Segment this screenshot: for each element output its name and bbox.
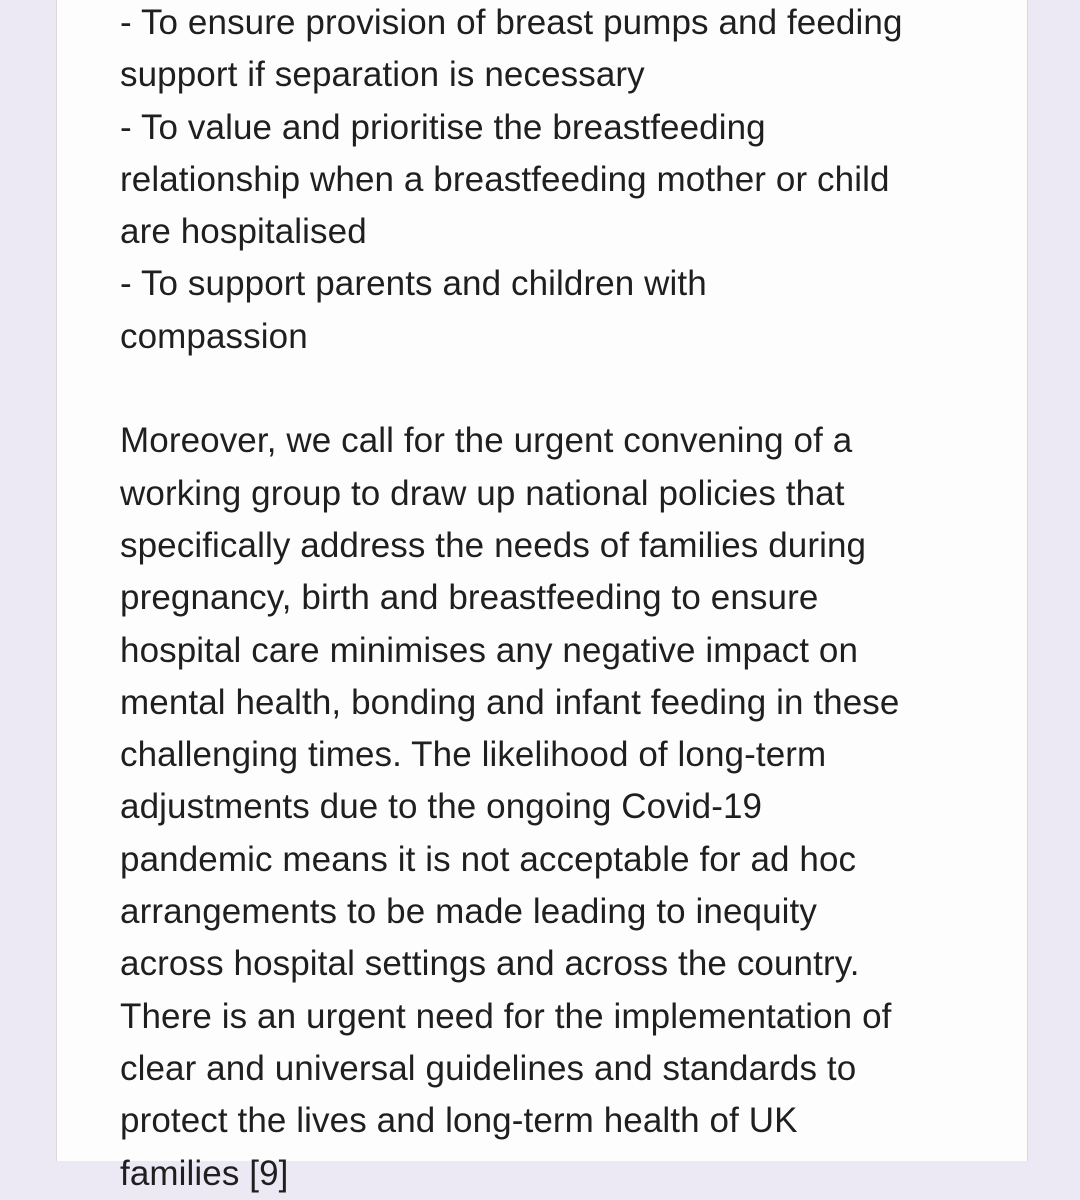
bullet-item — [120, 0, 980, 102]
text-line: There is an urgent need for the implementation of — [120, 996, 892, 1036]
text-line: - To support parents and children with — [120, 264, 707, 304]
text-line: protect the lives and long-term health of UK — [120, 1101, 798, 1141]
text-line: across hospital settings and across the country. — [120, 944, 860, 984]
document-page — [56, 0, 1028, 1193]
text-line: families [9] — [120, 1153, 289, 1193]
text-line: mental health, bonding and infant feeding in these — [120, 682, 900, 722]
text-line: hospital care minimises any negative impact on — [120, 630, 859, 670]
text-line: are hospitalised — [120, 212, 367, 252]
text-line: adjustments due to the ongoing Covid-19 — [120, 787, 763, 827]
bullet-item — [120, 102, 980, 259]
text-line: compassion — [120, 316, 308, 356]
text-line: pregnancy, birth and breastfeeding to ensure — [120, 578, 819, 618]
text-line: challenging times. The likelihood of long-term — [120, 735, 827, 775]
text-line: pandemic means it is not acceptable for ad hoc — [120, 839, 857, 879]
bullet-item — [120, 258, 980, 363]
text-line: relationship when a breastfeeding mother or child — [120, 159, 890, 199]
text-line: arrangements to be made leading to inequity — [120, 892, 817, 932]
text-line: Moreover, we call for the urgent convening of a — [120, 421, 853, 461]
text-line: clear and universal guidelines and standards to — [120, 1048, 857, 1088]
text-line: - To value and prioritise the breastfeeding — [120, 107, 766, 147]
text-line: working group to draw up national policies that — [120, 473, 845, 513]
text-line: - To ensure provision of breast pumps and feeding — [120, 3, 903, 42]
text-line: support if separation is necessary — [120, 55, 645, 95]
text-line: specifically address the needs of families during — [120, 525, 867, 565]
paragraph-spacer — [120, 363, 980, 415]
document-text — [120, 0, 980, 1200]
body-paragraph — [120, 415, 980, 1199]
